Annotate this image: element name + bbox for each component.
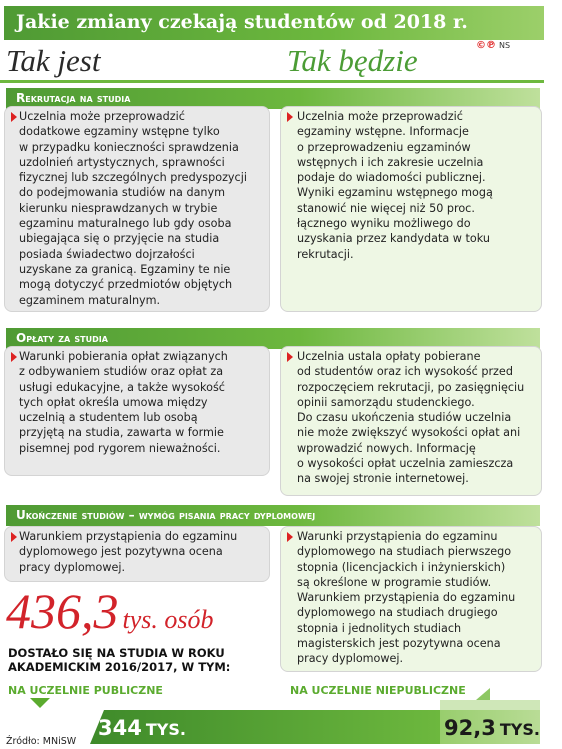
divider bbox=[0, 80, 544, 83]
bullet-arrow-icon bbox=[287, 352, 293, 362]
text-line: uczelnią a studentem lub osobą bbox=[19, 411, 198, 425]
bullet-arrow-icon bbox=[287, 112, 293, 122]
text-line: Uczelnia ustala opłaty pobierane bbox=[297, 350, 481, 363]
text-line: są określone w programie studiów. bbox=[297, 575, 492, 589]
text-line: wprowadzić nowych. Informację bbox=[297, 441, 476, 455]
pointer-private-icon bbox=[476, 688, 490, 700]
bar-value-private bbox=[444, 716, 540, 740]
logo-marks: ©℗ bbox=[476, 40, 496, 51]
text-line: nie może zwiększyć wysokości opłat ani bbox=[297, 426, 521, 440]
bullet-arrow-icon bbox=[287, 532, 293, 542]
text-line: ubiegająca się o przyjęcie na studia bbox=[19, 232, 220, 246]
private-value: 92,3 bbox=[444, 716, 496, 740]
text-line: pracy dyplomowej. bbox=[297, 652, 404, 666]
text-line: pracy dyplomowej. bbox=[19, 560, 126, 574]
text-line: Do czasu ukończenia studiów uczelnia bbox=[297, 411, 512, 425]
text-line: egzaminu maturalnego lub gdy osoba bbox=[19, 217, 232, 231]
text-line: mogą dotyczyć przedmiotów objętych bbox=[19, 278, 233, 292]
card-text bbox=[297, 349, 541, 487]
card-graduation-future bbox=[280, 526, 542, 672]
bar-value-public bbox=[98, 716, 186, 740]
text-line: pisemnej pod rygorem nieważności. bbox=[19, 441, 221, 455]
public-unit: TYS. bbox=[145, 720, 186, 739]
source-note: Źródło: MNiSW bbox=[6, 736, 77, 747]
text-line: o przeprowadzeniu egzaminów bbox=[297, 140, 471, 154]
label-private: NA UCZELNIE NIEPUBLICZNE bbox=[290, 684, 466, 697]
text-line: uzyskania przez kandydata w toku bbox=[297, 232, 490, 246]
card-recruitment-now bbox=[4, 106, 270, 312]
card-text bbox=[297, 109, 541, 262]
text-line: DOSTAŁO SIĘ NA STUDIA W ROKU bbox=[8, 646, 225, 660]
text-line: Wyniki egzaminu wstępnego mogą bbox=[297, 186, 493, 200]
pointer-public-icon bbox=[30, 698, 50, 708]
text-line: dyplomowego na studiach drugiego bbox=[297, 606, 498, 620]
text-line: dyplomowego na studiach pierwszego bbox=[297, 545, 512, 559]
column-heading-now: Tak jest bbox=[6, 43, 101, 78]
text-line: o wysokości opłat uczelnia zamieszcza bbox=[297, 457, 514, 471]
text-line: Warunki przystąpienia do egzaminu bbox=[297, 530, 498, 543]
text-line: Uczelnia może przeprowadzić bbox=[19, 110, 185, 123]
text-line: w przypadku konieczności sprawdzenia bbox=[19, 140, 239, 154]
card-fees-now bbox=[4, 346, 270, 476]
label-public: NA UCZELNIE PUBLICZNE bbox=[8, 684, 163, 697]
total-admitted bbox=[6, 582, 214, 640]
page-title: Jakie zmiany czekają studentów od 2018 r. bbox=[4, 6, 544, 40]
logo-initials: NS bbox=[499, 41, 511, 50]
column-heading-future: Tak będzie bbox=[287, 43, 418, 78]
text-line: egzaminem maturalnym. bbox=[19, 293, 161, 307]
text-line: stopnia (licencjackich i inżynierskich) bbox=[297, 560, 506, 574]
section-heading-graduation: Ukończenie studiów – wymóg pisania pracy dyplomowej bbox=[6, 505, 540, 526]
text-line: Warunki pobierania opłat związanych bbox=[19, 350, 228, 363]
text-line: od studentów oraz ich wysokość przed bbox=[297, 365, 513, 379]
private-unit: TYS. bbox=[499, 720, 540, 739]
card-fees-future bbox=[280, 346, 542, 496]
card-graduation-now bbox=[4, 526, 270, 582]
bullet-arrow-icon bbox=[11, 532, 17, 542]
section-heading-fees: Opłaty za studia bbox=[6, 328, 540, 349]
text-line: opinii samorządu studenckiego. bbox=[297, 395, 475, 409]
text-line: łącznego wyniku możliwego do bbox=[297, 217, 471, 231]
text-line: tych opłat określa umowa między bbox=[19, 395, 208, 409]
text-line: uzdolnień artystycznych, sprawności bbox=[19, 155, 225, 169]
stats-description bbox=[8, 646, 268, 674]
text-line: posiada świadectwo dojrzałości bbox=[19, 247, 195, 261]
text-line: wstępnych i ich zakresie uczelnia bbox=[297, 155, 484, 169]
card-recruitment-future bbox=[280, 106, 542, 312]
total-unit: tys. osób bbox=[122, 605, 214, 634]
public-value: 344 bbox=[98, 716, 142, 740]
text-line: do podejmowania studiów na danym bbox=[19, 186, 226, 200]
text-line: rekrutacji. bbox=[297, 247, 354, 261]
text-line: na swojej stronie internetowej. bbox=[297, 472, 469, 486]
total-number: 436,3 bbox=[6, 583, 119, 639]
text-line: z odbywaniem studiów oraz opłat za bbox=[19, 365, 224, 379]
text-line: przyjętą na studia, zawarta w formie bbox=[19, 426, 224, 440]
text-line: Warunkiem przystąpienia do egzaminu bbox=[19, 530, 238, 543]
text-line: uzyskane za granicą. Egzaminy te nie bbox=[19, 262, 231, 276]
card-text bbox=[297, 529, 541, 667]
card-text bbox=[19, 529, 269, 575]
publisher-logo bbox=[476, 40, 510, 51]
text-line: podaje do wiadomości publicznej. bbox=[297, 171, 486, 185]
text-line: AKADEMICKIM 2016/2017, W TYM: bbox=[8, 660, 231, 674]
card-text bbox=[19, 349, 269, 456]
text-line: dyplomowego jest pozytywna ocena bbox=[19, 545, 223, 559]
text-line: usługi edukacyjne, a także wysokość bbox=[19, 380, 225, 394]
card-text bbox=[19, 109, 267, 308]
bullet-arrow-icon bbox=[11, 352, 17, 362]
section-heading-recruitment: Rekrutacja na studia bbox=[6, 88, 540, 109]
text-line: Uczelnia może przeprowadzić bbox=[297, 110, 463, 123]
text-line: magisterskich jest pozytywna ocena bbox=[297, 637, 501, 651]
text-line: stanowić nie więcej niż 50 proc. bbox=[297, 201, 475, 215]
text-line: stopnia i jednolitych studiach bbox=[297, 621, 462, 635]
text-line: dodatkowe egzaminy wstępne tylko bbox=[19, 125, 220, 139]
text-line: fizycznej lub szczególnych predyspozycji bbox=[19, 171, 247, 185]
text-line: kierunku niesprawdzanych w trybie bbox=[19, 201, 218, 215]
text-line: Warunkiem przystąpienia do egzaminu bbox=[297, 591, 516, 605]
bar-private-shade bbox=[440, 700, 540, 710]
bullet-arrow-icon bbox=[11, 112, 17, 122]
text-line: egzaminy wstępne. Informacje bbox=[297, 125, 469, 139]
text-line: rozpoczęciem rekrutacji, po zasięgnięciu bbox=[297, 380, 525, 394]
